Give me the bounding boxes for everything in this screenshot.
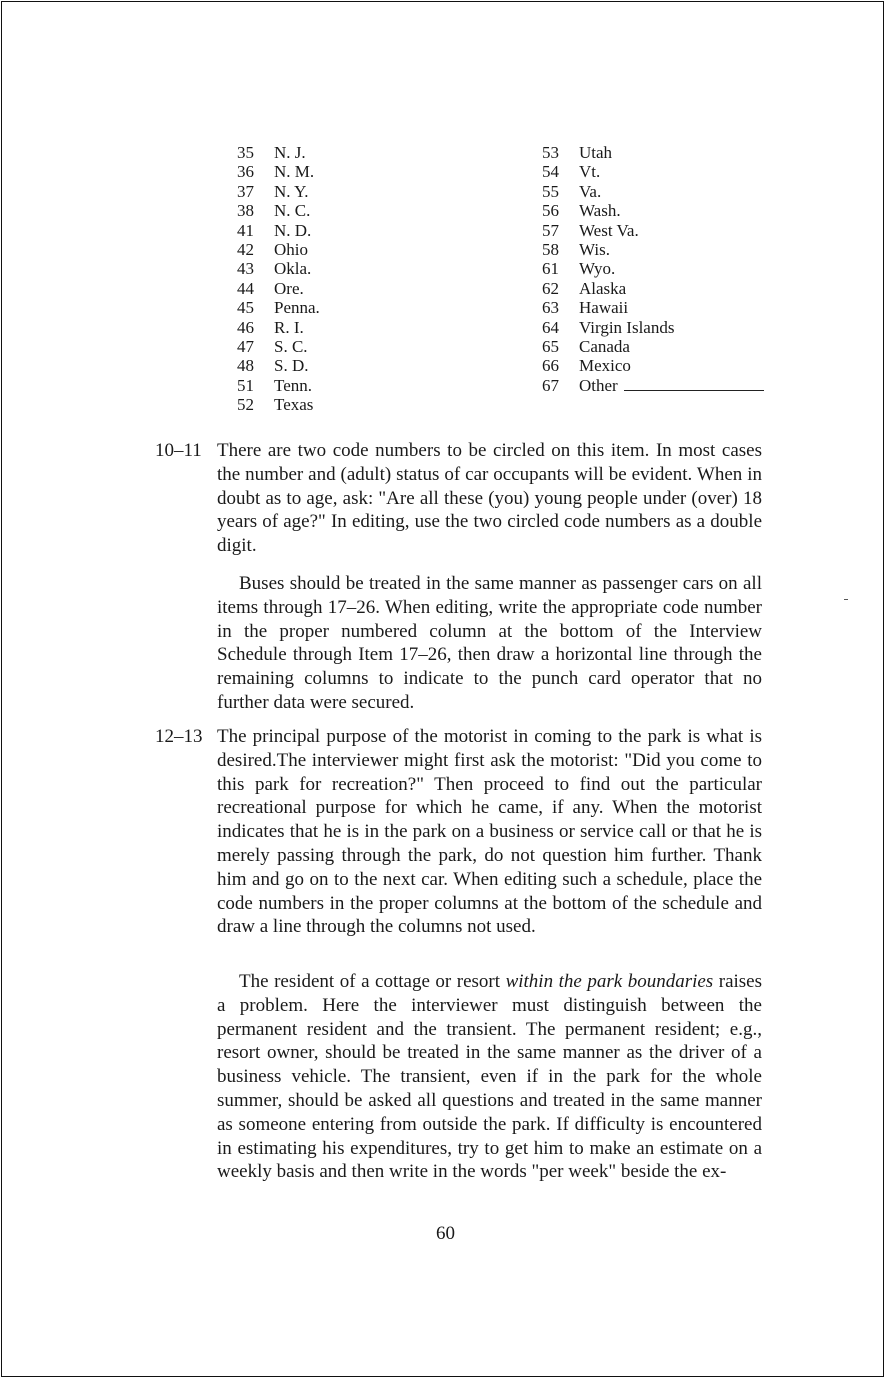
item-paragraph: The resident of a cottage or resort within the park boundaries raises a problem. Here the interviewer must distinguish between the permanent resident and the transient. The permanent resident; e.g., resort owner, should be treated in the same manner as the driver of a business vehicle. The transient, even if in the park for the whole summer, should be asked all questions and treated in the same manner as someone entering from outside the park. If difficulty is encountered in estimating his expenditures, try to get him to make an estimate on a weekly basis and then write in the words "per week" beside the ex- xyxy=(217,971,763,1183)
code-row: 52 Texas xyxy=(237,395,314,415)
state-code-list-left xyxy=(237,143,320,415)
item-number-label: 12–13 xyxy=(155,726,203,747)
code-row: 56 Wash. xyxy=(542,201,621,221)
code-row: 51 Tenn. xyxy=(237,375,312,395)
code-row: 67 Other xyxy=(542,376,764,395)
code-row: 63 Hawaii xyxy=(542,298,629,318)
fill-in-blank-line xyxy=(624,376,764,391)
code-row: 57 West Va. xyxy=(542,220,639,240)
item-paragraph: The principal purpose of the motorist in coming to the park is what is desired.The interviewer might first ask the motorist: "Did you come to this park for recreation?" Then proceed to find out the particular recreational purpose for which he came, if any. When the motorist indicates that he is in the park on a business or service call or that he is merely passing through the park, do not question him further. Thank him and go on to the next car. When editing such a schedule, place the code numbers in the proper columns at the bottom of the schedule and draw a line through the columns not used. xyxy=(217,726,762,938)
emphasized-text: within the park boundaries xyxy=(505,971,714,992)
code-row: 44 Ore. xyxy=(237,278,304,298)
document-page xyxy=(1,1,884,1377)
code-row: 65 Canada xyxy=(542,337,630,357)
item-10-11 xyxy=(155,439,762,558)
item-number-label: 10–11 xyxy=(155,440,202,461)
code-row: 41 N. D. xyxy=(237,220,312,240)
item-12-13 xyxy=(155,725,762,939)
code-row: 47 S. C. xyxy=(237,337,308,357)
code-row: 45 Penna. xyxy=(237,298,320,318)
margin-mark xyxy=(844,599,848,600)
item-paragraph: Buses should be treated in the same manner as passenger cars on all items through 17–26. When editing, write the appropriate code number in the proper numbered column at the bottom of the Interview Schedule through Item 17–26, then draw a horizontal line through the remaining columns to indicate to the punch card operator that no further data were secured. xyxy=(217,573,762,713)
code-row: 46 R. I. xyxy=(237,317,304,337)
code-row: 66 Mexico xyxy=(542,356,631,376)
code-row: 38 N. C. xyxy=(237,201,311,221)
code-row: 36 N. M. xyxy=(237,162,315,182)
page-number: 60 xyxy=(436,1223,455,1244)
code-row: 64 Virgin Islands xyxy=(542,317,675,337)
code-row: 54 Vt. xyxy=(542,162,601,182)
code-row: 62 Alaska xyxy=(542,278,627,298)
code-row: 55 Va. xyxy=(542,181,602,201)
code-row: 35 N. J. xyxy=(237,143,306,162)
state-code-list-right xyxy=(542,143,764,395)
code-row: 48 S. D. xyxy=(237,356,309,376)
code-row: 61 Wyo. xyxy=(542,259,616,279)
code-row: 43 Okla. xyxy=(237,259,312,279)
code-row: 42 Ohio xyxy=(237,240,308,260)
code-row: 53 Utah xyxy=(542,143,613,162)
item-paragraph: There are two code numbers to be circled on this item. In most cases the number and (adult) status of car occupants will be evident. When in doubt as to age, ask: "Are all these (you) young people under (over) 18 years of age?" In editing, use the two circled code numbers as a double digit. xyxy=(217,440,762,557)
code-row: 58 Wis. xyxy=(542,240,610,260)
code-row: 37 N. Y. xyxy=(237,181,309,201)
